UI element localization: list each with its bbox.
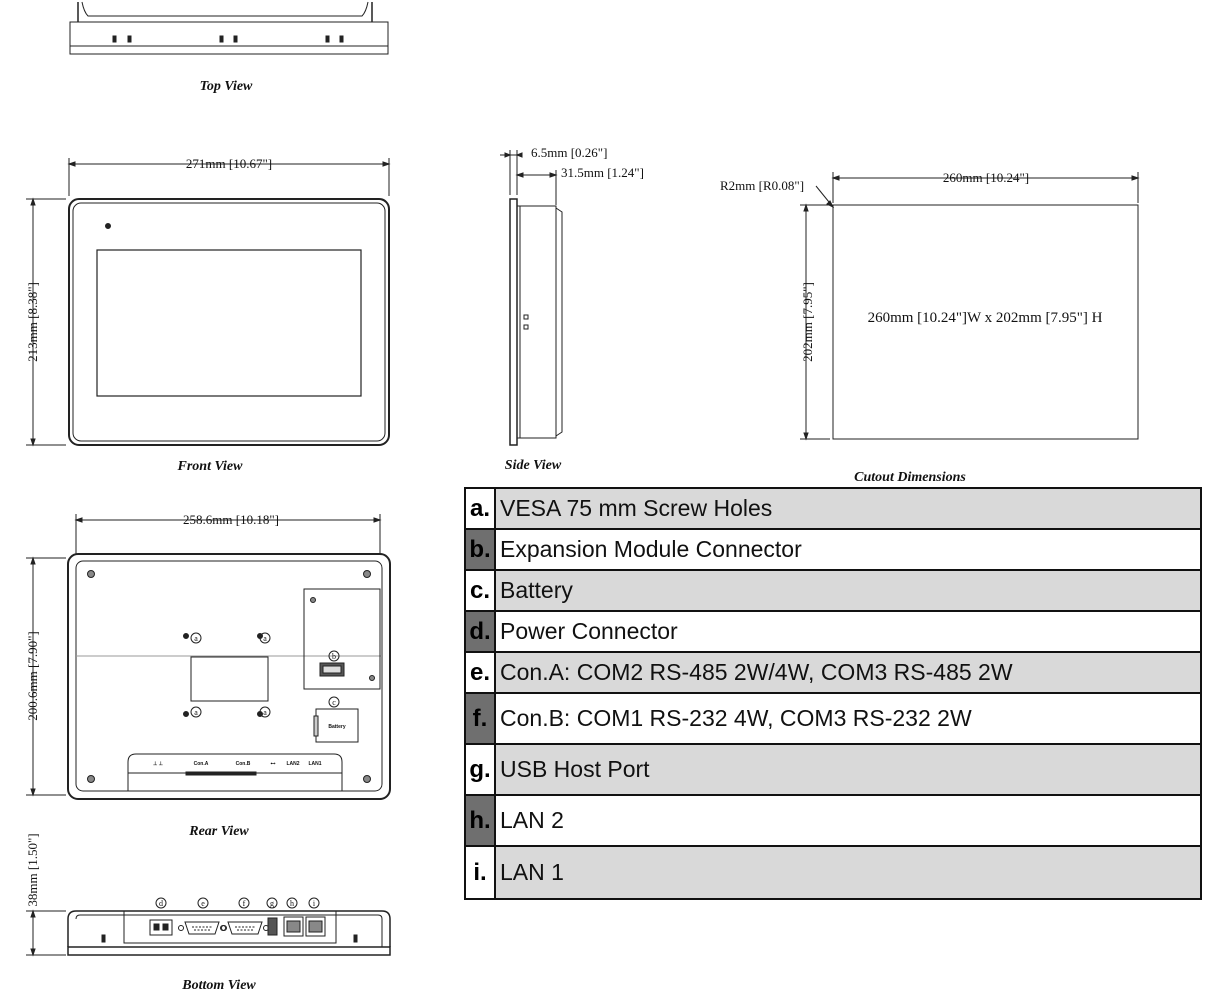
rear-con-a-label: Con.A <box>193 761 209 767</box>
cutout-caption: Cutout Dimensions <box>854 470 966 485</box>
legend-text: Expansion Module Connector <box>496 530 1200 569</box>
bottom-label-i: i <box>312 899 316 908</box>
top-view-caption: Top View <box>199 79 253 94</box>
legend-text: VESA 75 mm Screw Holes <box>496 489 1200 528</box>
bottom-label-f: f <box>242 899 246 908</box>
cutout-view <box>720 170 1138 485</box>
legend-text: USB Host Port <box>496 745 1200 794</box>
rear-label-a-2: a <box>263 634 267 643</box>
legend-text: Con.B: COM1 RS-232 4W, COM3 RS-232 2W <box>496 694 1200 743</box>
legend-text: Power Connector <box>496 612 1200 651</box>
legend-letter: b. <box>466 530 496 569</box>
legend-letter: e. <box>466 653 496 692</box>
bottom-label-h: h <box>290 899 294 908</box>
top-view <box>70 2 388 94</box>
legend-text: LAN 2 <box>496 796 1200 845</box>
legend-letter: i. <box>466 847 496 898</box>
front-height-dim: 213mm [8.38"] <box>25 282 40 362</box>
legend-letter: a. <box>466 489 496 528</box>
rear-label-a-1: a <box>194 634 198 643</box>
rear-view-caption: Rear View <box>189 824 249 839</box>
rear-label-a-3: a <box>194 708 198 717</box>
rear-label-a-4: a <box>263 708 267 717</box>
side-depth-a-dim: 6.5mm [0.26"] <box>531 145 608 160</box>
legend-row-i <box>466 847 1200 898</box>
cutout-height-dim: 202mm [7.95"] <box>800 282 815 362</box>
bottom-label-g: g <box>270 899 274 908</box>
cutout-radius-dim: R2mm [R0.08"] <box>720 178 805 193</box>
bottom-view-caption: Bottom View <box>182 978 256 993</box>
legend-letter: c. <box>466 571 496 610</box>
front-view-caption: Front View <box>177 459 243 474</box>
front-width-dim: 271mm [10.67"] <box>185 156 273 171</box>
cutout-width-dim: 260mm [10.24"] <box>942 170 1030 185</box>
front-view <box>25 156 389 474</box>
legend-text: Battery <box>496 571 1200 610</box>
rear-con-b-label: Con.B <box>235 761 251 767</box>
rear-view <box>25 512 390 839</box>
legend-table <box>464 487 1202 900</box>
legend-row-c <box>466 571 1200 612</box>
legend-row-d <box>466 612 1200 653</box>
rear-label-b: b <box>332 652 336 661</box>
legend-text: LAN 1 <box>496 847 1200 898</box>
bottom-label-d: d <box>159 899 163 908</box>
side-depth-b-dim: 31.5mm [1.24"] <box>561 165 644 180</box>
legend-row-h <box>466 796 1200 847</box>
legend-letter: d. <box>466 612 496 651</box>
legend-letter: g. <box>466 745 496 794</box>
legend-row-a <box>466 489 1200 530</box>
cutout-size-label: 260mm [10.24"]W x 202mm [7.95"] H <box>867 310 1103 326</box>
bottom-view <box>25 833 390 993</box>
legend-row-e <box>466 653 1200 694</box>
rear-battery-label: Battery <box>328 724 346 730</box>
legend-row-f <box>466 694 1200 745</box>
rear-width-dim: 258.6mm [10.18"] <box>183 512 279 527</box>
side-view <box>500 145 644 473</box>
rear-height-dim: 200.6mm [7.90"] <box>25 631 40 721</box>
rear-lan1-label: LAN1 <box>308 761 322 767</box>
legend-letter: f. <box>466 694 496 743</box>
rear-label-c: c <box>332 698 336 707</box>
side-view-caption: Side View <box>504 458 562 473</box>
legend-text: Con.A: COM2 RS-485 2W/4W, COM3 RS-485 2W <box>496 653 1200 692</box>
svg-text:⊷: ⊷ <box>270 761 276 767</box>
svg-text:⊥ ⊥: ⊥ ⊥ <box>152 761 164 767</box>
rear-lan2-label: LAN2 <box>286 761 300 767</box>
bottom-height-dim: 38mm [1.50"] <box>25 833 40 907</box>
legend-row-g <box>466 745 1200 796</box>
legend-letter: h. <box>466 796 496 845</box>
legend-row-b <box>466 530 1200 571</box>
bottom-label-e: e <box>201 899 205 908</box>
